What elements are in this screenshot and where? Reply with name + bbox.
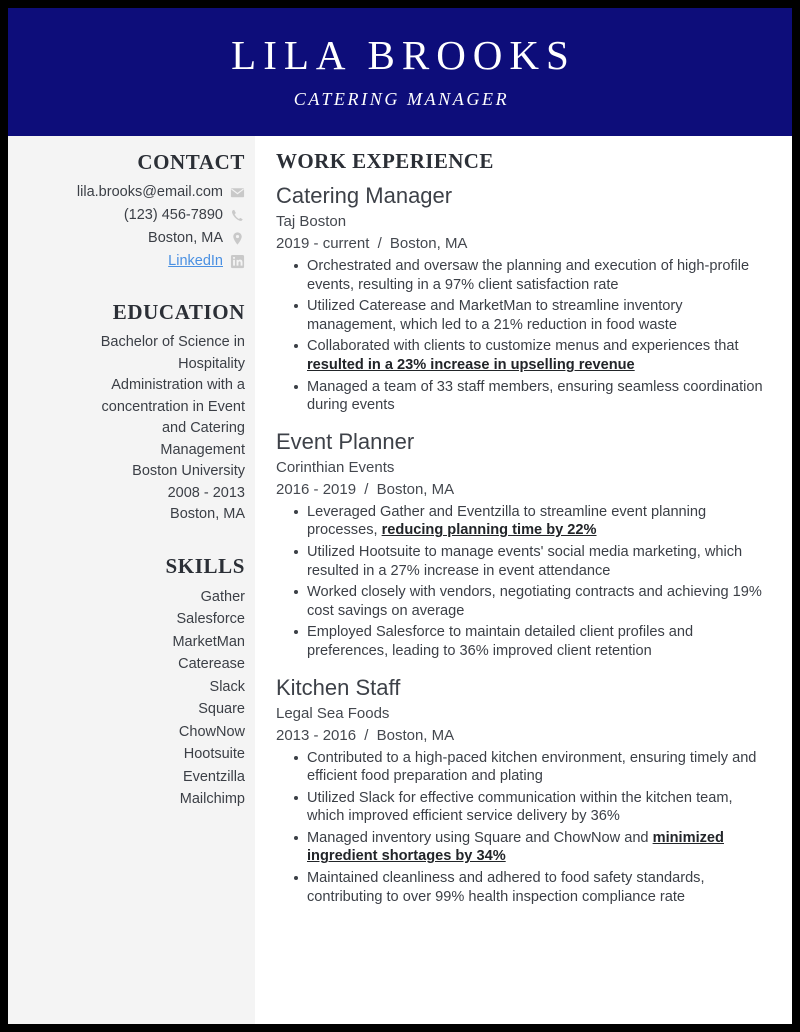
contact-location-text: Boston, MA <box>148 230 223 246</box>
bullet-text: Maintained cleanliness and adhered to food safety standards, contributing to over 99% health inspection compliance rate <box>307 870 705 905</box>
contact-linkedin-link[interactable]: LinkedIn <box>168 253 223 269</box>
job-meta <box>276 725 770 747</box>
contact-section-heading: CONTACT <box>137 150 245 174</box>
bullet-emphasis: minimized ingredient shortages by 34% <box>307 829 724 865</box>
education-years: 2008 - 2013 <box>167 484 245 501</box>
job-meta <box>276 233 770 255</box>
contact-item-location <box>22 228 245 249</box>
job-bullet <box>307 297 770 334</box>
job-meta <box>276 479 770 501</box>
bullet-text: Employed Salesforce to maintain detailed client profiles and preferences, leading to 36% improved client retention <box>307 624 694 659</box>
job-entry <box>276 428 770 661</box>
skill-item: Gather <box>200 588 245 605</box>
bullet-text: Leveraged Gather and Eventzilla to streamline event planning processes, <box>307 503 707 539</box>
skill-item: Hootsuite <box>183 746 245 762</box>
job-bullet <box>307 789 770 826</box>
job-bullet-list <box>276 257 770 415</box>
skill-item: ChowNow <box>178 723 245 740</box>
bullet-emphasis: reducing planning time by 22% <box>381 522 597 539</box>
skill-item: Salesforce <box>176 611 245 627</box>
skill-item: Slack <box>209 678 245 695</box>
job-meta-separator: / <box>377 235 382 252</box>
bullet-text: Managed a team of 33 staff members, ensuring seamless coordination during events <box>307 378 763 414</box>
skill-item: MarketMan <box>172 633 245 650</box>
job-bullet <box>307 583 770 620</box>
education-degree-line: concentration in Event <box>101 398 245 415</box>
map-pin-icon <box>230 231 245 246</box>
job-entry <box>276 674 770 907</box>
job-bullet <box>307 623 770 660</box>
bullet-text: Utilized Caterease and MarketMan to streamline inventory management, which led to a 21% reduction in food waste <box>307 298 683 333</box>
skills-list <box>22 586 245 811</box>
bullet-text: Collaborated with clients to customize menus and experiences that <box>307 338 739 355</box>
contact-list <box>22 182 245 272</box>
job-location: Boston, MA <box>376 480 455 498</box>
education-school: Boston University <box>132 463 245 479</box>
education-degree-line: Bachelor of Science in <box>100 334 245 350</box>
job-meta-separator: / <box>364 726 369 744</box>
job-company: Legal Sea Foods <box>276 704 390 722</box>
job-bullet <box>307 503 770 540</box>
job-company: Corinthian Events <box>276 458 395 476</box>
linkedin-icon[interactable] <box>230 254 245 269</box>
contact-item-phone <box>22 205 245 226</box>
skill-item: Square <box>198 701 245 717</box>
bullet-text: Utilized Slack for effective communication within the kitchen team, which improved efficient service delivery by 36% <box>307 789 733 825</box>
sidebar <box>8 136 255 1024</box>
envelope-icon <box>230 185 245 200</box>
job-title: Catering Manager <box>276 183 453 208</box>
education-section-heading: EDUCATION <box>112 300 245 324</box>
resume-page <box>8 8 792 1024</box>
phone-icon <box>230 208 245 223</box>
skill-item: Eventzilla <box>182 768 245 785</box>
education-degree-line: and Catering <box>161 420 245 436</box>
bullet-text: Utilized Hootsuite to manage events' social media marketing, which resulted in a 27% increase in event attendance <box>307 543 743 579</box>
job-bullet <box>307 378 770 415</box>
job-dates: 2019 - current <box>276 235 370 252</box>
contact-item-email <box>22 182 245 203</box>
skill-item: Caterease <box>178 656 245 672</box>
job-bullet <box>307 257 770 294</box>
contact-email-text: lila.brooks@email.com <box>76 184 223 200</box>
skill-item: Mailchimp <box>179 791 245 807</box>
education-degree-line: Administration with a <box>111 377 245 393</box>
contact-phone-text: (123) 456-7890 <box>123 207 223 223</box>
job-location: Boston, MA <box>376 726 455 744</box>
bullet-emphasis: resulted in a 23% increase in upselling revenue <box>307 356 635 373</box>
job-bullet-list <box>276 749 770 907</box>
job-entry <box>276 182 770 415</box>
skills-section-heading: SKILLS <box>165 553 245 578</box>
job-bullet <box>307 543 770 580</box>
job-bullet <box>307 869 770 906</box>
job-location: Boston, MA <box>389 235 468 252</box>
education-location: Boston, MA <box>170 506 245 522</box>
bullet-text: Contributed to a high-paced kitchen environment, ensuring timely and efficient food preparation and plating <box>307 749 757 785</box>
contact-item-linkedin[interactable] <box>22 251 245 272</box>
job-dates: 2016 - 2019 <box>276 480 357 498</box>
job-meta-separator: / <box>364 480 369 498</box>
bullet-text: Orchestrated and oversaw the planning and execution of high-profile events, resulting in a 97% client satisfaction rate <box>307 258 750 293</box>
education-degree-line: Management <box>160 441 245 458</box>
main-column <box>255 136 792 1024</box>
job-bullet <box>307 337 770 374</box>
job-dates: 2013 - 2016 <box>276 726 357 744</box>
job-title: Event Planner <box>276 428 415 454</box>
job-title: Kitchen Staff <box>276 674 401 700</box>
job-bullet-list <box>276 503 770 661</box>
education-degree-line: Hospitality <box>178 355 245 372</box>
job-bullet <box>307 829 770 866</box>
candidate-name: LILA BROOKS <box>231 32 576 78</box>
education-entry <box>22 332 245 526</box>
resume-body <box>8 136 792 1024</box>
resume-header-banner <box>8 8 792 136</box>
bullet-text: Managed inventory using Square and ChowNow and <box>307 829 653 846</box>
work-experience-heading: WORK EXPERIENCE <box>276 149 494 173</box>
job-company: Taj Boston <box>276 213 347 230</box>
job-bullet <box>307 749 770 786</box>
bullet-text: Worked closely with vendors, negotiating contracts and achieving 19% cost savings on average <box>307 584 762 619</box>
candidate-job-title: CATERING MANAGER <box>293 89 510 110</box>
